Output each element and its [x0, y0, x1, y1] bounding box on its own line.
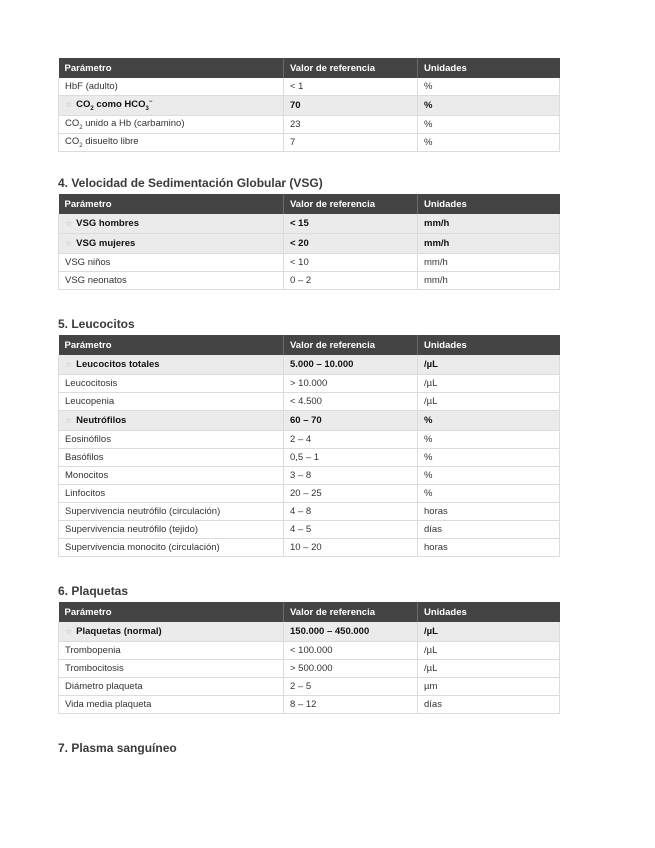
param-label: VSG neonatos: [65, 275, 127, 286]
table-header-row: [59, 194, 560, 214]
table-row: [59, 375, 560, 393]
cell-param: [59, 503, 284, 521]
table-row: [59, 214, 560, 234]
cell-param: [59, 214, 284, 234]
table-row: [59, 660, 560, 678]
cell-ref: 4 – 5: [284, 521, 418, 539]
cell-units: µm: [418, 678, 560, 696]
cell-units: horas: [418, 539, 560, 557]
cell-param: [59, 539, 284, 557]
section-vsg: [58, 176, 559, 290]
cell-param: [59, 254, 284, 272]
section-title: 6. Plaquetas: [58, 584, 129, 598]
star-icon: ☆: [65, 416, 73, 425]
section-title: 4. Velocidad de Sedimentación Globular (VSG): [58, 176, 323, 190]
cell-param: [59, 678, 284, 696]
cell-param: [59, 272, 284, 290]
header-units: Unidades: [424, 339, 467, 351]
cell-param: [59, 449, 284, 467]
cell-ref: 150.000 – 450.000: [284, 622, 418, 642]
cell-param: [59, 393, 284, 411]
cell-param: [59, 78, 284, 96]
table-row: [59, 411, 560, 431]
cell-units: %: [418, 411, 560, 431]
cell-units: /µL: [418, 393, 560, 411]
table-row: [59, 78, 560, 96]
param-label: Supervivencia neutrófilo (circulación): [65, 506, 221, 517]
cell-param: [59, 234, 284, 254]
section-plasma: [58, 741, 559, 755]
table-header-row: [59, 335, 560, 355]
table-leucocitos: [58, 335, 560, 557]
star-icon: ☆: [65, 239, 73, 248]
header-param: Parámetro: [59, 335, 284, 355]
param-label: $CO_2$ unido a Hb (carbamino): [65, 118, 185, 131]
table-body: [59, 355, 560, 557]
cell-ref: 2 – 4: [284, 431, 418, 449]
cell-param: [59, 134, 284, 152]
cell-units: %: [418, 96, 560, 116]
cell-param: [59, 622, 284, 642]
cell-units: mm/h: [418, 272, 560, 290]
section-title: 5. Leucocitos: [58, 317, 135, 331]
table-row: [59, 234, 560, 254]
header-ref: Valor de referencia: [284, 602, 418, 622]
table-row: [59, 355, 560, 375]
cell-units: %: [418, 449, 560, 467]
cell-ref: > 500.000: [284, 660, 418, 678]
cell-units: %: [418, 134, 560, 152]
cell-units: %: [418, 78, 560, 96]
cell-ref: < 1: [284, 78, 418, 96]
param-label: Leucocitos totales: [76, 359, 160, 370]
cell-ref: 8 – 12: [284, 696, 418, 714]
param-label: HbF (adulto): [65, 81, 118, 92]
cell-units: /µL: [418, 355, 560, 375]
cell-units: %: [418, 467, 560, 485]
cell-units: /µL: [418, 660, 560, 678]
table-row: [59, 642, 560, 660]
cell-ref: 3 – 8: [284, 467, 418, 485]
param-label: Trombocitosis: [65, 663, 124, 674]
header-param: Parámetro: [59, 58, 284, 78]
header-param: Parámetro: [59, 602, 284, 622]
section-leucocitos: [58, 317, 559, 557]
param-label: Diámetro plaqueta: [65, 681, 143, 692]
table-row: [59, 272, 560, 290]
star-icon: ☆: [65, 100, 73, 110]
header-units: Unidades: [424, 62, 467, 74]
cell-ref: 5.000 – 10.000: [284, 355, 418, 375]
param-label: VSG mujeres: [76, 238, 136, 249]
param-label: Basófilos: [65, 452, 104, 463]
star-icon: ☆: [65, 627, 73, 636]
param-label: VSG niños: [65, 257, 111, 268]
param-label: Leucocitosis: [65, 378, 118, 389]
star-icon: ☆: [65, 360, 73, 369]
table-row: [59, 622, 560, 642]
table-row: [59, 116, 560, 134]
table-header-row: [59, 58, 560, 78]
header-ref: Valor de referencia: [284, 194, 418, 214]
cell-param: [59, 642, 284, 660]
header-param: Parámetro: [59, 194, 284, 214]
cell-ref: < 4.500: [284, 393, 418, 411]
cell-units: mm/h: [418, 214, 560, 234]
table-row: [59, 96, 560, 116]
header-units: Unidades: [424, 606, 467, 618]
cell-ref: < 100.000: [284, 642, 418, 660]
cell-param: [59, 521, 284, 539]
table-body: [59, 214, 560, 290]
cell-ref: 0,5 – 1: [284, 449, 418, 467]
param-label: $CO_2$ como $HCO_3^-$: [76, 98, 153, 113]
cell-ref: 23: [284, 116, 418, 134]
section-plaquetas: [58, 584, 559, 714]
cell-ref: 20 – 25: [284, 485, 418, 503]
cell-ref: 2 – 5: [284, 678, 418, 696]
cell-units: mm/h: [418, 254, 560, 272]
cell-param: [59, 116, 284, 134]
cell-param: [59, 96, 284, 116]
cell-ref: 70: [284, 96, 418, 116]
header-units: Unidades: [424, 198, 467, 210]
cell-ref: 4 – 8: [284, 503, 418, 521]
table-header-row: [59, 602, 560, 622]
cell-param: [59, 660, 284, 678]
param-label: Eosinófilos: [65, 434, 111, 445]
param-label: Linfocitos: [65, 488, 106, 499]
cell-ref: < 20: [284, 234, 418, 254]
header-ref: Valor de referencia: [284, 335, 418, 355]
table-row: [59, 678, 560, 696]
cell-param: [59, 355, 284, 375]
star-icon: ☆: [65, 219, 73, 228]
param-label: Leucopenia: [65, 396, 115, 407]
cell-ref: > 10.000: [284, 375, 418, 393]
table-row: [59, 431, 560, 449]
cell-param: [59, 375, 284, 393]
cell-units: mm/h: [418, 234, 560, 254]
header-ref: Valor de referencia: [284, 58, 418, 78]
param-label: Vida media plaqueta: [65, 699, 152, 710]
table-row: [59, 503, 560, 521]
section-co2: [58, 58, 559, 152]
param-label: Supervivencia neutrófilo (tejido): [65, 524, 199, 535]
param-label: Plaquetas (normal): [76, 626, 162, 637]
document-page: [58, 58, 559, 755]
table-co2: [58, 58, 560, 152]
cell-units: horas: [418, 503, 560, 521]
section-title: 7. Plasma sanguíneo: [58, 741, 177, 755]
table-body: [59, 622, 560, 714]
param-label: $CO_2$ disuelto libre: [65, 136, 139, 149]
param-label: Trombopenia: [65, 645, 121, 656]
cell-param: [59, 696, 284, 714]
cell-param: [59, 431, 284, 449]
cell-units: %: [418, 485, 560, 503]
cell-ref: < 15: [284, 214, 418, 234]
table-row: [59, 254, 560, 272]
table-row: [59, 539, 560, 557]
param-label: Monocitos: [65, 470, 109, 481]
cell-units: %: [418, 116, 560, 134]
table-plaquetas: [58, 602, 560, 714]
cell-units: /µL: [418, 622, 560, 642]
table-row: [59, 696, 560, 714]
cell-ref: 10 – 20: [284, 539, 418, 557]
param-label: Neutrófilos: [76, 415, 127, 426]
cell-ref: 0 – 2: [284, 272, 418, 290]
cell-units: días: [418, 521, 560, 539]
table-row: [59, 521, 560, 539]
table-vsg: [58, 194, 560, 290]
param-label: Supervivencia monocito (circulación): [65, 542, 220, 553]
table-row: [59, 449, 560, 467]
cell-units: /µL: [418, 642, 560, 660]
cell-units: %: [418, 431, 560, 449]
cell-units: /µL: [418, 375, 560, 393]
cell-param: [59, 411, 284, 431]
cell-ref: 7: [284, 134, 418, 152]
table-row: [59, 134, 560, 152]
cell-ref: 60 – 70: [284, 411, 418, 431]
table-body: [59, 78, 560, 152]
cell-ref: < 10: [284, 254, 418, 272]
table-row: [59, 485, 560, 503]
cell-units: días: [418, 696, 560, 714]
cell-param: [59, 485, 284, 503]
param-label: VSG hombres: [76, 218, 139, 229]
table-row: [59, 393, 560, 411]
cell-param: [59, 467, 284, 485]
table-row: [59, 467, 560, 485]
